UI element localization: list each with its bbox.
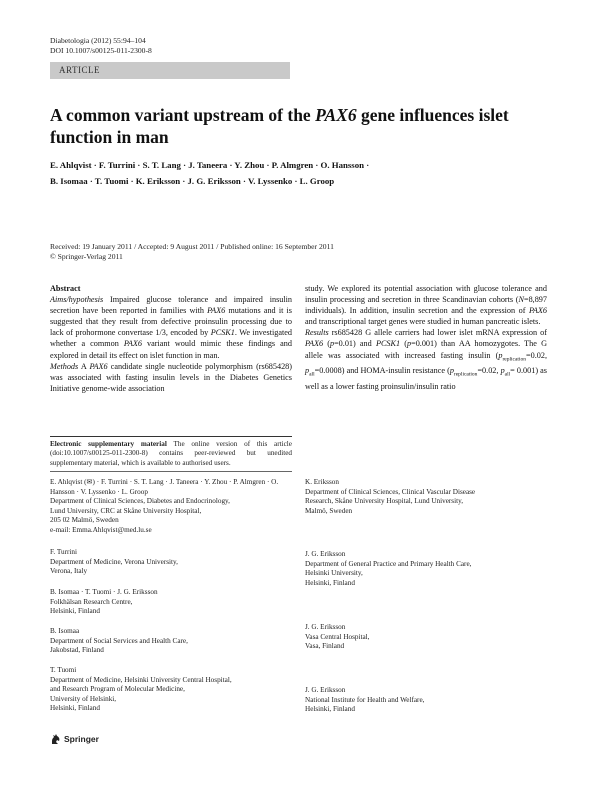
affiliation-line: Helsinki, Finland bbox=[50, 607, 100, 616]
affiliation-line: 205 02 Malmö, Sweden bbox=[50, 516, 119, 525]
results-text: rs685428 G allele carriers had lower islet mRNA expression of bbox=[328, 328, 547, 338]
results-text: = 0.001) as well as a lower fasting proinsulin/insulin ratio bbox=[305, 366, 547, 392]
affiliation-line: Department of Medicine, Helsinki University Central Hospital, bbox=[50, 675, 232, 684]
p-subscript: all bbox=[309, 371, 315, 378]
abstract-results bbox=[305, 327, 547, 392]
abstract-right-column bbox=[305, 283, 547, 392]
p-symbol: p bbox=[498, 350, 503, 360]
affiliation-authors: B. Isomaa bbox=[50, 627, 80, 635]
esm-text: The online version of this article (doi:10.1007/s00125-011-2300-8) contains peer-reviewed but unedited supplementary material, which is available to authorised users. bbox=[50, 440, 292, 467]
title-post: gene influences islet function in man bbox=[50, 105, 509, 147]
esm-bottom-rule bbox=[50, 471, 292, 472]
affiliation-block bbox=[50, 588, 295, 617]
results-text: ( bbox=[400, 339, 407, 349]
p-symbol: p bbox=[305, 366, 310, 376]
affiliation-email[interactable]: e-mail: Emma.Ahlqvist@med.lu.se bbox=[50, 525, 152, 534]
journal-citation: Diabetologia (2012) 55:94–104 bbox=[50, 36, 146, 45]
affiliation-block bbox=[50, 478, 295, 536]
gene-name: PCSK1 bbox=[210, 328, 235, 338]
affiliation-authors: T. Tuomi bbox=[50, 666, 77, 674]
gene-name: PAX6 bbox=[123, 339, 142, 349]
results-text: =0.02, bbox=[477, 366, 501, 376]
affiliation-line: Lund University, CRC at Skåne University Hospital, bbox=[50, 506, 202, 515]
results-label: Results bbox=[305, 328, 329, 338]
p-symbol: p bbox=[329, 339, 335, 349]
affiliation-line: Helsinki, Finland bbox=[305, 705, 355, 714]
methods-text: =8,897 individuals). In addition, insulin secretion and the expression of bbox=[305, 295, 547, 316]
affiliation-line: Vasa, Finland bbox=[305, 642, 345, 651]
affiliation-authors: J. G. Eriksson bbox=[305, 550, 346, 558]
author-line: E. Ahlqvist · F. Turrini · S. T. Lang · J. Taneera · Y. Zhou · P. Almgren · O. Hansson · bbox=[50, 160, 370, 170]
author-list bbox=[50, 157, 550, 189]
aims-text: . We investigated whether a common bbox=[50, 328, 292, 349]
affiliation-authors: J. G. Eriksson bbox=[305, 686, 346, 694]
p-subscript: all bbox=[504, 371, 511, 378]
publication-dates bbox=[50, 242, 550, 262]
esm-top-rule bbox=[50, 436, 292, 437]
esm-note bbox=[50, 440, 292, 468]
affiliation-line: Helsinki University, bbox=[305, 569, 363, 578]
affiliation-authors: E. Ahlqvist (✉) · F. Turrini · S. T. Lang · J. Taneera · Y. Zhou · P. Almgren · O. Hansson · V. Lyssenko · L. Groop bbox=[50, 478, 279, 496]
article-type-band bbox=[50, 62, 290, 79]
affiliation-line: Helsinki, Finland bbox=[305, 578, 355, 587]
doi: DOI 10.1007/s00125-011-2300-8 bbox=[50, 46, 152, 55]
methods-text: and transcriptional target genes were studied in human pancreatic islets. bbox=[305, 317, 541, 327]
methods-label: Methods bbox=[50, 361, 79, 371]
p-symbol: p bbox=[449, 366, 454, 376]
p-subscript: replication bbox=[502, 356, 526, 363]
aims-text: variant would mimic these findings and explored in detail its effect on islet function in man. bbox=[50, 339, 292, 360]
gene-name: PAX6 bbox=[207, 306, 226, 316]
gene-name: PCSK1 bbox=[375, 339, 401, 349]
results-text: =0.001) than AA homozygotes. The G allele was associated with increased fasting insulin ( bbox=[305, 339, 547, 360]
abstract-heading: Abstract bbox=[50, 284, 81, 293]
affiliation-line: Jakobstad, Finland bbox=[50, 646, 104, 655]
aims-label: Aims/hypothesis bbox=[50, 295, 104, 305]
methods-text: candidate single nucleotide polymorphism (rs685428) was associated with fasting insulin levels in the Diabetes Genetics Initiative genome-wide association bbox=[50, 361, 293, 393]
aims-text: Impaired glucose tolerance and impaired insulin secretion have been reported in families with bbox=[50, 295, 292, 316]
results-text: =0.0008) and HOMA-insulin resistance ( bbox=[314, 366, 450, 376]
copyright: © Springer-Verlag 2011 bbox=[50, 252, 123, 261]
aims-text: mutations and it is suggested that they result from defective proinsulin processing due to lack of prohormone convertase 1/3, encoded by bbox=[50, 306, 292, 338]
article-type-label: ARTICLE bbox=[59, 65, 100, 75]
affiliation-authors: B. Isomaa · T. Tuomi · J. G. Eriksson bbox=[50, 588, 158, 596]
affiliation-line: Department of Clinical Sciences, Diabetes and Endocrinology, bbox=[50, 497, 230, 506]
springer-logo bbox=[50, 732, 99, 746]
affiliation-line: Department of General Practice and Primary Health Care, bbox=[305, 559, 472, 568]
gene-name: PAX6 bbox=[528, 306, 547, 316]
affiliation-line: Vasa Central Hospital, bbox=[305, 632, 370, 641]
affiliation-line: University of Helsinki, bbox=[50, 694, 117, 703]
affiliation-block bbox=[50, 666, 295, 714]
affiliation-line: Department of Social Services and Health Care, bbox=[50, 636, 188, 645]
title-gene: PAX6 bbox=[315, 105, 357, 125]
title-pre: A common variant upstream of the bbox=[50, 105, 316, 125]
received-accepted: Received: 19 January 2011 / Accepted: 9 August 2011 / Published online: 16 September 2011 bbox=[50, 242, 334, 251]
p-subscript: replication bbox=[453, 371, 478, 378]
affiliation-block bbox=[50, 548, 295, 577]
affiliation-line: and Research Program of Molecular Medicine, bbox=[50, 685, 185, 694]
esm-label: Electronic supplementary material bbox=[50, 440, 167, 448]
springer-knight-icon bbox=[50, 733, 61, 745]
abstract-aims bbox=[50, 294, 292, 361]
methods-text: A bbox=[78, 361, 90, 371]
paper-title bbox=[50, 104, 550, 148]
abstract-left-column bbox=[50, 283, 292, 394]
affiliation-block bbox=[305, 623, 550, 652]
affiliation-block bbox=[305, 550, 550, 588]
affiliation-line: National Institute for Health and Welfare, bbox=[305, 695, 425, 704]
springer-wordmark: Springer bbox=[64, 734, 99, 744]
affiliation-line: Department of Clinical Sciences, Clinical Vascular Disease bbox=[305, 487, 476, 496]
author-line: B. Isomaa · T. Tuomi · K. Eriksson · J. G. Eriksson · V. Lyssenko · L. Groop bbox=[50, 176, 335, 186]
affiliation-authors: K. Eriksson bbox=[305, 478, 339, 486]
affiliation-block bbox=[50, 627, 295, 656]
abstract-methods bbox=[50, 361, 292, 394]
methods-text: study. We explored its potential association with glucose tolerance and insulin processing and secretion in three Scandinavian cohorts ( bbox=[305, 284, 547, 305]
affiliation-block bbox=[305, 686, 550, 715]
results-text: =0.01) and bbox=[334, 339, 376, 349]
affiliation-line: Department of Medicine, Verona University, bbox=[50, 557, 178, 566]
gene-name: PAX6 bbox=[305, 339, 324, 349]
results-text: =0.02, bbox=[526, 350, 547, 360]
affiliation-authors: F. Turrini bbox=[50, 548, 77, 556]
p-symbol: p bbox=[406, 339, 412, 349]
affiliation-line: Malmö, Sweden bbox=[305, 506, 353, 515]
results-text: ( bbox=[323, 339, 330, 349]
affiliation-line: Folkhälsan Research Centre, bbox=[50, 597, 133, 606]
abstract-methods-cont bbox=[305, 283, 547, 327]
affiliation-authors: J. G. Eriksson bbox=[305, 623, 346, 631]
gene-name: PAX6 bbox=[89, 361, 108, 371]
affiliation-line: Verona, Italy bbox=[50, 567, 88, 576]
p-symbol: p bbox=[500, 366, 505, 376]
variable-n: N bbox=[518, 295, 524, 305]
affiliation-block bbox=[305, 478, 550, 516]
affiliation-line: Research, Skåne University Hospital, Lund University, bbox=[305, 497, 464, 506]
affiliation-line: Helsinki, Finland bbox=[50, 704, 100, 713]
